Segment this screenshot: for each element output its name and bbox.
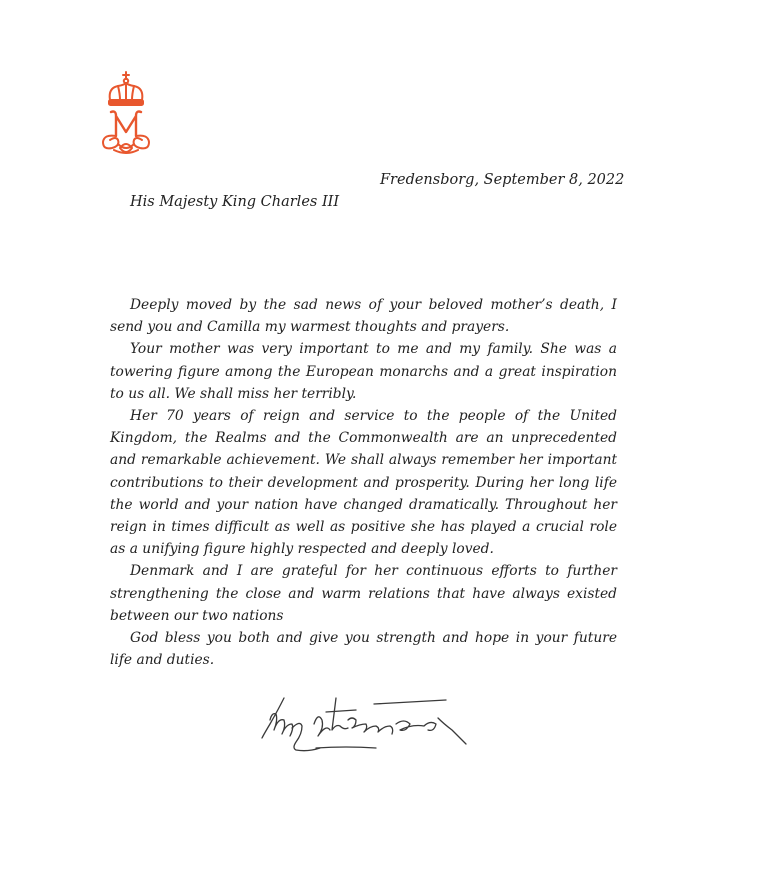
- letter-paragraph: Her 70 years of reign and service to the people of the United Kingdom, the Realms and the Commonwealth are an unprecedented and remarkable achievement. We shall always remember her important contributions to their development and prosperity. During her long life the world and your nation have changed dramatically. Throughout her reign in times difficult as well as positive she has played a crucial role as a unifying figure highly respected and deeply loved.: [110, 408, 617, 558]
- letter-recipient: His Majesty King Charles III: [130, 194, 340, 210]
- letter-paragraph: Deeply moved by the sad news of your beloved mother’s death, I send you and Camilla my warmest thoughts and prayers.: [110, 297, 617, 336]
- letter-body: [110, 294, 617, 671]
- letter-paragraph: Denmark and I are grateful for her continuous efforts to further strengthening the close and warm relations that have always existed between our two nations: [110, 563, 617, 624]
- handwritten-signature: [256, 690, 470, 754]
- royal-monogram-icon: [94, 70, 158, 156]
- letter-paragraph: Your mother was very important to me and my family. She was a towering figure among the European monarchs and a great inspiration to us all. We shall miss her terribly.: [110, 341, 617, 402]
- letter-dateline: Fredensborg, September 8, 2022: [380, 172, 625, 188]
- letter-paragraph: God bless you both and give you strength and hope in your future life and duties.: [110, 630, 617, 669]
